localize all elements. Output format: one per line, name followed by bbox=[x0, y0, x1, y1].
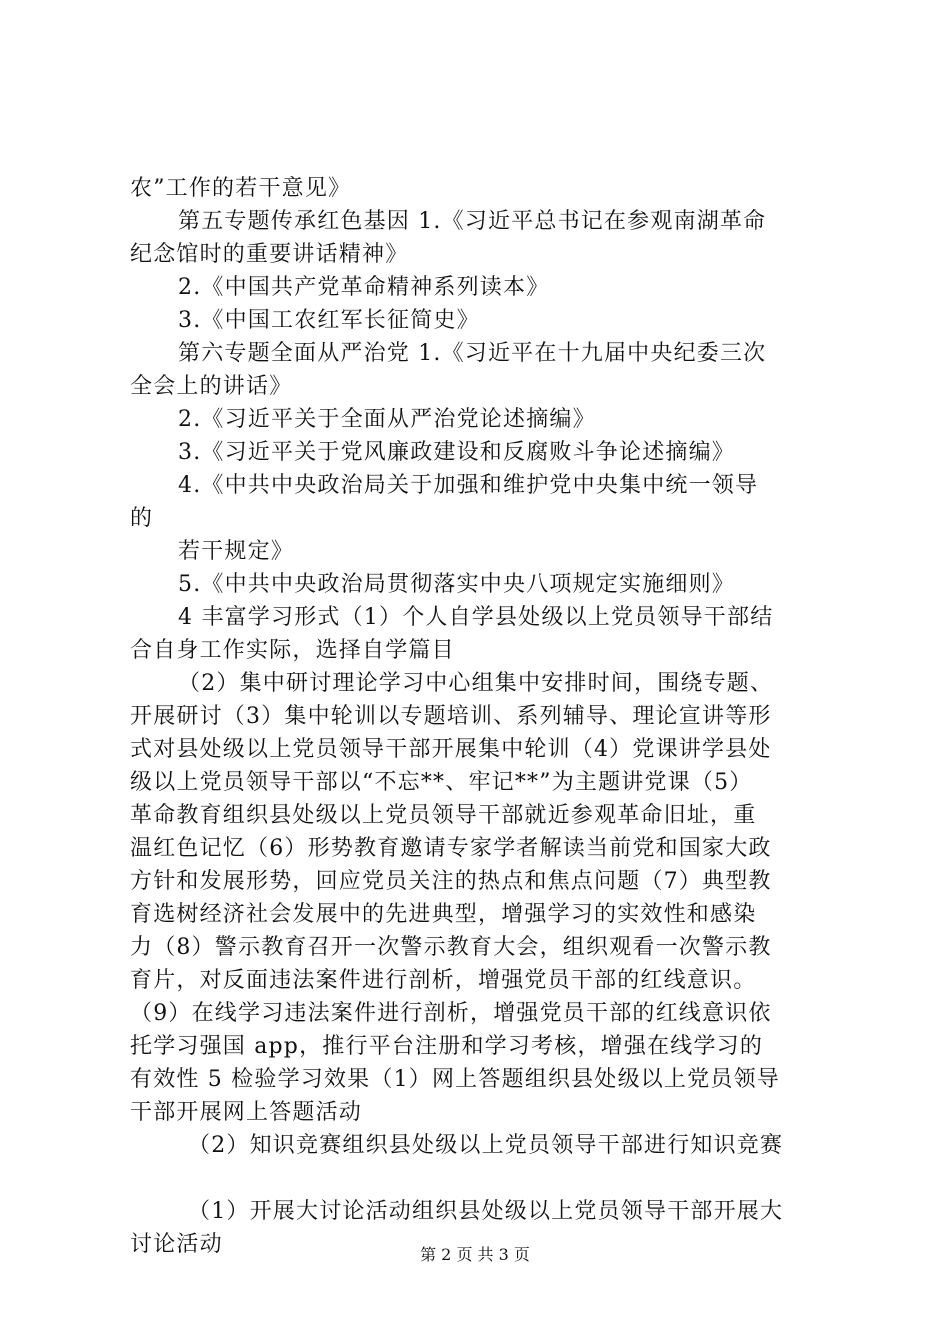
text-line: 3.《中国工农红军长征简史》 bbox=[178, 308, 480, 333]
text-line: 温红色记忆（6）形势教育邀请专家学者解读当前党和国家大政 bbox=[130, 836, 772, 861]
text-line: 3.《习近平关于党风廉政建设和反腐败斗争论述摘编》 bbox=[178, 440, 735, 465]
text-line: 的 bbox=[130, 506, 154, 531]
page-footer: 第 2 页 共 3 页 bbox=[420, 1245, 530, 1264]
text-line: 讨论活动 bbox=[130, 1232, 223, 1257]
text-line: 第六专题全面从严治党 1.《习近平在十九届中央纪委三次 bbox=[178, 341, 767, 366]
document-body bbox=[130, 172, 830, 1261]
text-line: 纪念馆时的重要讲话精神》 bbox=[130, 242, 409, 267]
text-line: 2.《习近平关于全面从严治党论述摘编》 bbox=[178, 407, 596, 432]
text-line: 革命教育组织县处级以上党员领导干部就近参观革命旧址，重 bbox=[130, 803, 757, 828]
text-line: （2）知识竞赛组织县处级以上党员领导干部进行知识竞赛 bbox=[188, 1133, 784, 1158]
text-line: 若干规定》 bbox=[178, 539, 295, 564]
text-line: 育片，对反面违法案件进行剖析，增强党员干部的红线意识。 bbox=[130, 968, 757, 993]
text-line: 5.《中共中央政治局贯彻落实中央八项规定实施细则》 bbox=[178, 572, 735, 597]
text-line: 4.《中共中央政治局关于加强和维护党中央集中统一领导 bbox=[178, 473, 759, 498]
text-line: 干部开展网上答题活动 bbox=[130, 1100, 363, 1125]
text-line: 2.《中国共产党革命精神系列读本》 bbox=[178, 275, 550, 300]
text-line: 开展研讨（3）集中轮训以专题培训、系列辅导、理论宣讲等形 bbox=[130, 704, 772, 729]
text-line: 有效性 5 检验学习效果（1）网上答题组织县处级以上党员领导 bbox=[130, 1067, 780, 1092]
text-line: （1）开展大讨论活动组织县处级以上党员领导干部开展大 bbox=[188, 1199, 784, 1224]
text-line: 合自身工作实际，选择自学篇目 bbox=[130, 638, 455, 663]
text-line: 式对县处级以上党员领导干部开展集中轮训（4）党课讲学县处 bbox=[130, 737, 772, 762]
text-line: 4 丰富学习形式（1）个人自学县处级以上党员领导干部结 bbox=[178, 605, 774, 630]
text-line: 级以上党员领导干部以“不忘**、牢记**”为主题讲党课（5） bbox=[130, 770, 753, 795]
text-line: 方针和发展形势，回应党员关注的热点和焦点问题（7）典型教 bbox=[130, 869, 772, 894]
text-line: （2）集中研讨理论学习中心组集中安排时间，围绕专题、 bbox=[178, 671, 774, 696]
text-line: 全会上的讲话》 bbox=[130, 374, 293, 399]
text-line: 力（8）警示教育召开一次警示教育大会，组织观看一次警示教 bbox=[130, 935, 772, 960]
paragraph-gap bbox=[130, 1162, 830, 1195]
text-line: （9）在线学习违法案件进行剖析，增强党员干部的红线意识依 bbox=[130, 1001, 772, 1026]
text-line: 育选树经济社会发展中的先进典型，增强学习的实效性和感染 bbox=[130, 902, 757, 927]
text-line: 托学习强国 app，推行平台注册和学习考核，增强在线学习的 bbox=[130, 1034, 764, 1059]
text-line: 农”工作的若干意见》 bbox=[130, 176, 352, 201]
text-line: 第五专题传承红色基因 1.《习近平总书记在参观南湖革命 bbox=[178, 209, 767, 234]
